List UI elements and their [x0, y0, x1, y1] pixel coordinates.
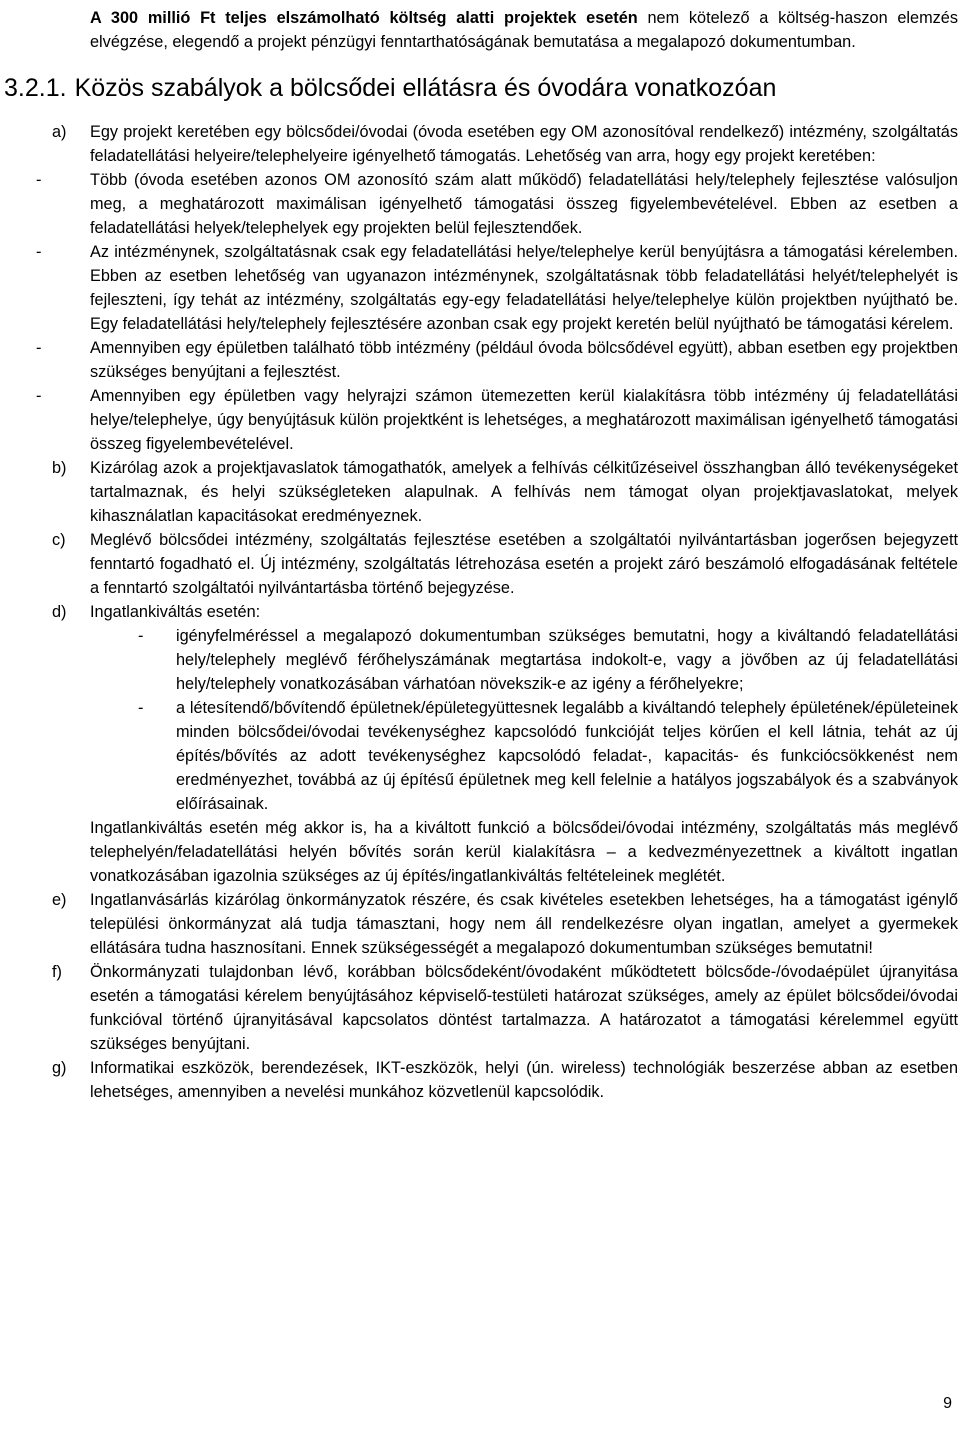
- item-text: Önkormányzati tulajdonban lévő, korábban bölcsődeként/óvodaként működtetett bölcsőde-/óvodaépület újranyitása esetén a támogatási kérelem benyújtásához képviselő-testületi határozat szükséges, amely az épület bölcsődei/óvodai funkcióval történő újranyitásával kapcsolatos döntést tartalmazza. A határozatot a támogatási kérelemmel együtt szükséges benyújtani.: [90, 963, 958, 1053]
- item-after-text: Ingatlankiváltás esetén még akkor is, ha a kiváltott funkció a bölcsődei/óvodai intézmény, szolgáltatás más meglévő telephelyén/feladatellátási helyén bővítés során kerül kialakításra – a kedvezményezettnek a kiváltott ingatlan vonatkozásában igazolnia szükséges az új építés/ingatlankiváltás feltételeinek meglétét.: [90, 819, 958, 885]
- list-item-b: [52, 456, 958, 528]
- item-marker: e): [52, 891, 67, 909]
- section-heading: [4, 72, 958, 104]
- list-item-f: [52, 960, 958, 1056]
- intro-bold-text: A 300 millió Ft teljes elszámolható költség alatti projektek esetén: [90, 9, 638, 27]
- dash-marker: -: [36, 171, 42, 189]
- item-text: Kizárólag azok a projektjavaslatok támogathatók, amelyek a felhívás célkitűzéseivel összhangban álló tevékenységeket tartalmaznak, és helyi szükségleteken alapulnak. A felhívás nem támogat olyan projektjavaslatokat, melyek kihasználatlan kapacitásokat eredményeznek.: [90, 459, 958, 525]
- section-number: 3.2.1.: [4, 74, 67, 102]
- sub-list: [8, 168, 958, 456]
- dash-marker: -: [138, 699, 144, 717]
- sub-list-item: [8, 240, 958, 336]
- item-text: Egy projekt keretében egy bölcsődei/óvodai (óvoda esetében egy OM azonosítóval rendelkező) intézmény, szolgáltatás feladatellátási helyeire/telephelyeire igényelhető támogatás. Lehetőség van arra, hogy egy projekt keretében:: [90, 123, 958, 165]
- list-item-c: [52, 528, 958, 600]
- list-item-g: [52, 1056, 958, 1104]
- item-text: Meglévő bölcsődei intézmény, szolgáltatás fejlesztése esetében a szolgáltatói nyilvántartásban jogerősen bejegyzett fenntartó fogadható el. Új intézmény, szolgáltatás létrehozása esetén a projekt záró beszámoló elfogadásának feltétele a fenntartó szolgáltatói nyilvántartásba történő bejegyzése.: [90, 531, 958, 597]
- page-number: 9: [943, 1395, 952, 1412]
- sub-list: [90, 624, 958, 816]
- dash-marker: -: [36, 339, 42, 357]
- sub-list-item: [90, 624, 958, 696]
- page-content: [4, 6, 958, 1104]
- item-text: Ingatlankiváltás esetén:: [90, 603, 261, 621]
- item-marker: f): [52, 963, 62, 981]
- item-marker: a): [52, 123, 67, 141]
- dash-marker: -: [138, 627, 144, 645]
- sub-list-item: [90, 696, 958, 816]
- sub-list-item: [8, 168, 958, 240]
- item-text: Ingatlanvásárlás kizárólag önkormányzatok részére, és csak kivételes esetekben lehetséges, ha a támogatást igénylő települési önkormányzat alá tudja támasztani, hogy nem áll rendelkezésre olyan ingatlan, amelyet a gyermekek ellátására tudna hasznosítani. Ennek szükségességét a megalapozó dokumentumban szükséges bemutatni!: [90, 891, 958, 957]
- sub-list-item: [8, 384, 958, 456]
- intro-text: nem kötelező a költség-haszon elemzés elvégzése, elegendő a projekt pénzügyi fenntarthatóságának bemutatása a megalapozó dokumentumban.: [90, 9, 958, 51]
- item-text: Informatikai eszközök, berendezések, IKT-eszközök, helyi (ún. wireless) technológiák beszerzése abban az esetben lehetséges, amennyiben a nevelési munkához közvetlenül kapcsolódik.: [90, 1059, 958, 1101]
- sub-item-text: Amennyiben egy épületben található több intézmény (például óvoda bölcsődével együtt), abban esetben egy projektben szükséges benyújtani a fejlesztést.: [90, 339, 958, 381]
- item-marker: c): [52, 531, 66, 549]
- sub-item-text: a létesítendő/bővítendő épületnek/épületegyüttesnek legalább a kiváltandó telephely épületének/épületeinek minden bölcsődei/óvodai tevékenységhez kapcsolódó funkcióját teljes körűen el kell látnia, tehát az új építés/bővítés az adott tevékenységhez kapcsolódó feladat-, kapacitás- és funkciócsökkenést nem eredményezhet, továbbá az új építésű épületnek meg kell felelnie a hatályos jogszabályok és a szabványok előírásainak.: [176, 699, 958, 813]
- sub-list-item: [8, 336, 958, 384]
- item-marker: g): [52, 1059, 67, 1077]
- list-item-e: [52, 888, 958, 960]
- list-item-d: [52, 600, 958, 888]
- list-item-a: [36, 120, 958, 456]
- sub-item-text: Az intézménynek, szolgáltatásnak csak egy feladatellátási helye/telephelye kerül benyújtásra a támogatási kérelemben. Ebben az esetben lehetőség van ugyanazon intézménynek, szolgáltatásnak több feladatellátási helyét/telephelyét is fejleszteni, így tehát az intézmény, szolgáltatás egy-egy feladatellátási helye/telephelye külön projektben nyújtható be. Egy feladatellátási hely/telephely fejlesztésére azonban csak egy projekt keretén belül nyújtható be támogatási kérelem.: [90, 243, 958, 333]
- intro-paragraph: [90, 6, 958, 54]
- dash-marker: -: [36, 243, 42, 261]
- rules-list: [36, 120, 958, 1104]
- sub-item-text: igényfelméréssel a megalapozó dokumentumban szükséges bemutatni, hogy a kiváltandó feladatellátási hely/telephely meglévő férőhelyszámának megtartása indokolt-e, vagy a jövőben az új feladatellátási hely/telephely vonatkozásában várhatóan növekszik-e az igény a férőhelyekre;: [176, 627, 958, 693]
- item-marker: d): [52, 603, 67, 621]
- sub-item-text: Amennyiben egy épületben vagy helyrajzi számon ütemezetten kerül kialakításra több intézmény új feladatellátási helye/telephelye, úgy benyújtásuk külön projektként is lehetséges, a meghatározott maximálisan igényelhető támogatási összeg figyelembevételével.: [90, 387, 958, 453]
- section-title: Közös szabályok a bölcsődei ellátásra és óvodára vonatkozóan: [74, 74, 777, 102]
- item-marker: b): [52, 459, 67, 477]
- dash-marker: -: [36, 387, 42, 405]
- sub-item-text: Több (óvoda esetében azonos OM azonosító szám alatt működő) feladatellátási hely/telephely fejlesztése valósuljon meg, a meghatározott maximálisan igényelhető támogatási összeg figyelembevételével. Ebben az esetben a feladatellátási helyek/telephelyek egy projekten belül fejlesztendőek.: [90, 171, 958, 237]
